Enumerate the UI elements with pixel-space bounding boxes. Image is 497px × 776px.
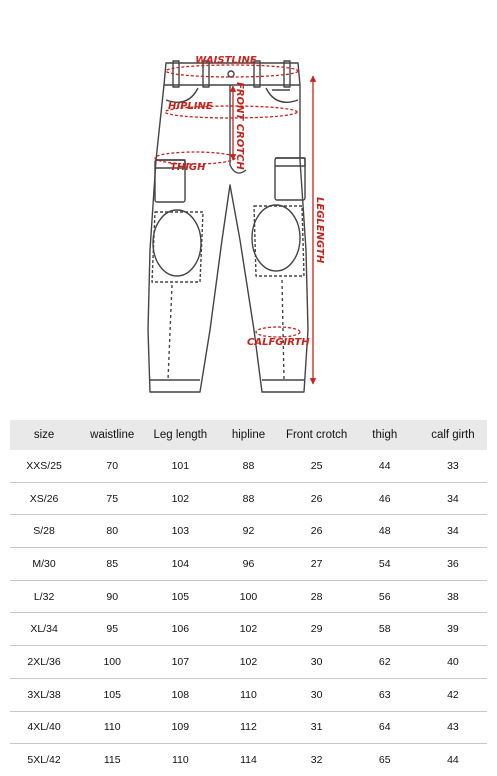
- column-header-leg-length: Leg length: [146, 420, 214, 450]
- table-cell-front-crotch: 26: [283, 482, 351, 515]
- table-cell-size: 4XL/40: [10, 711, 78, 744]
- table-cell-front-crotch: 25: [283, 450, 351, 482]
- leglength-label: LEGLENGTH: [314, 197, 325, 264]
- table-cell-front-crotch: 30: [283, 646, 351, 679]
- calfgirth-label: CALFGIRTH: [247, 337, 310, 348]
- table-cell-waistline: 95: [78, 613, 146, 646]
- table-cell-thigh: 48: [351, 515, 419, 548]
- table-cell-hipline: 92: [214, 515, 282, 548]
- table-cell-calf-girth: 33: [419, 450, 487, 482]
- table-cell-calf-girth: 43: [419, 711, 487, 744]
- table-cell-front-crotch: 29: [283, 613, 351, 646]
- table-cell-calf-girth: 39: [419, 613, 487, 646]
- table-cell-thigh: 64: [351, 711, 419, 744]
- table-cell-calf-girth: 44: [447, 754, 459, 767]
- table-row: [10, 450, 487, 482]
- table-row: [10, 711, 487, 744]
- table-cell-waistline: 100: [78, 646, 146, 679]
- table-cell-size: M/30: [10, 548, 78, 581]
- table-cell-waistline: 115: [103, 754, 121, 767]
- table-cell-hipline: 102: [214, 646, 282, 679]
- table-cell-calf-girth: 36: [419, 548, 487, 581]
- table-cell-front-crotch: 31: [283, 711, 351, 744]
- table-cell-calf-girth: 40: [419, 646, 487, 679]
- table-cell-hipline: 88: [214, 450, 282, 482]
- table-cell-hipline: 96: [214, 548, 282, 581]
- table-cell-leg-length: 104: [146, 548, 214, 581]
- table-cell-front-crotch: 27: [283, 548, 351, 581]
- table-cell-waistline: 85: [78, 548, 146, 581]
- table-cell-front-crotch: 32: [310, 754, 323, 767]
- table-cell-leg-length: 106: [146, 613, 214, 646]
- table-cell-leg-length: 110: [171, 754, 189, 767]
- table-cell-front-crotch: 28: [283, 580, 351, 613]
- table-cell-thigh: 65: [378, 754, 391, 767]
- column-header-front-crotch: Front crotch: [283, 420, 351, 450]
- table-cell-thigh: 63: [351, 678, 419, 711]
- table-row: [10, 678, 487, 711]
- table-cell-calf-girth: 42: [419, 678, 487, 711]
- table-cell-leg-length: 102: [146, 482, 214, 515]
- column-header-waistline: waistline: [78, 420, 146, 450]
- table-cell-leg-length: 108: [146, 678, 214, 711]
- table-cell-hipline: 102: [214, 613, 282, 646]
- table-cell-size: L/32: [10, 580, 78, 613]
- table-cell-leg-length: 101: [146, 450, 214, 482]
- hipline-label: HIPLINE: [168, 101, 213, 112]
- table-row: [10, 744, 487, 776]
- table-cell-size: 5XL/42: [27, 754, 61, 767]
- front-crotch-label: FRONT CROTCH: [234, 82, 245, 170]
- thigh-label: THIGH: [170, 162, 206, 173]
- table-cell-thigh: 44: [351, 450, 419, 482]
- table-cell-size: 2XL/36: [10, 646, 78, 679]
- table-cell-thigh: 54: [351, 548, 419, 581]
- waistline-label: WAISTLINE: [195, 55, 257, 66]
- table-cell-front-crotch: 26: [283, 515, 351, 548]
- table-cell-front-crotch: 30: [283, 678, 351, 711]
- size-chart-table: [10, 420, 487, 776]
- table-row: [10, 646, 487, 679]
- table-cell-leg-length: 107: [146, 646, 214, 679]
- table-cell-calf-girth: 38: [419, 580, 487, 613]
- column-header-hipline: hipline: [214, 420, 282, 450]
- column-header-thigh: thigh: [351, 420, 419, 450]
- table-header-row: [10, 420, 487, 450]
- column-header-size: size: [10, 420, 78, 450]
- table-cell-waistline: 110: [78, 711, 146, 744]
- calfgirth-guide: [256, 327, 300, 337]
- table-cell-hipline: 110: [214, 678, 282, 711]
- table-row: [10, 515, 487, 548]
- table-cell-calf-girth: 34: [419, 482, 487, 515]
- table-cell-waistline: 80: [78, 515, 146, 548]
- table-cell-size: XXS/25: [10, 450, 78, 482]
- table-cell-thigh: 56: [351, 580, 419, 613]
- table-cell-waistline: 105: [78, 678, 146, 711]
- table-cell-hipline: 112: [214, 711, 282, 744]
- table-cell-waistline: 90: [78, 580, 146, 613]
- table-cell-hipline: 100: [214, 580, 282, 613]
- column-header-calf-girth: calf girth: [419, 420, 487, 450]
- table-cell-calf-girth: 34: [419, 515, 487, 548]
- table-cell-thigh: 46: [351, 482, 419, 515]
- table-cell-size: XS/26: [10, 482, 78, 515]
- table-cell-size: 3XL/38: [10, 678, 78, 711]
- table-cell-size: S/28: [10, 515, 78, 548]
- table-cell-leg-length: 103: [146, 515, 214, 548]
- table-body: [10, 450, 487, 776]
- table-cell-waistline: 75: [78, 482, 146, 515]
- table-cell-leg-length: 109: [146, 711, 214, 744]
- table-cell-hipline: 114: [240, 754, 257, 767]
- table-cell-leg-length: 105: [146, 580, 214, 613]
- table-cell-thigh: 62: [351, 646, 419, 679]
- table-cell-thigh: 58: [351, 613, 419, 646]
- table-row: [10, 580, 487, 613]
- table-cell-size: XL/34: [10, 613, 78, 646]
- table-cell-waistline: 70: [78, 450, 146, 482]
- table-cell-hipline: 88: [214, 482, 282, 515]
- table-row: [10, 613, 487, 646]
- table-row: [10, 482, 487, 515]
- table-row: [10, 548, 487, 581]
